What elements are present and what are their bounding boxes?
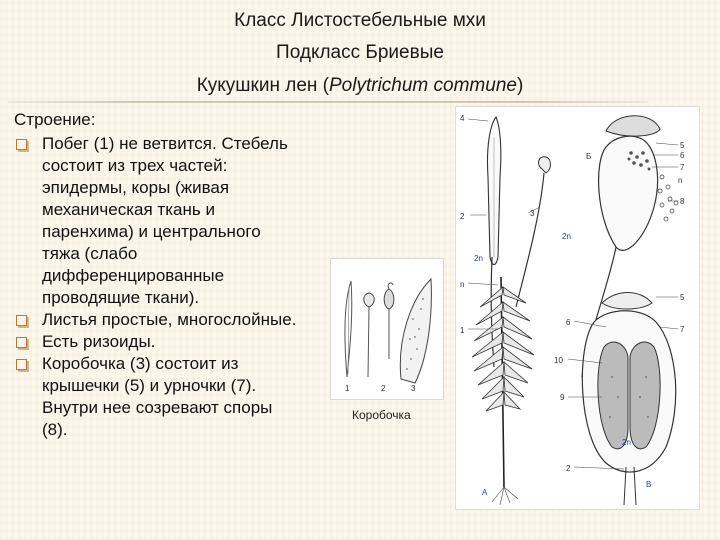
list-item-line: тяжа (слабо: [42, 244, 138, 263]
slide-title-subclass: Подкласс Бриевые: [276, 42, 444, 63]
structure-list: [16, 133, 376, 441]
slide-title-class: Класс Листостебельные мхи: [234, 10, 486, 31]
list-item-line: (8).: [42, 420, 68, 439]
list-item: [16, 133, 376, 309]
figure-label: n: [460, 280, 465, 289]
checkbox-bullet-icon: [16, 139, 27, 150]
list-item-line: крышечки (5) и урночки (7).: [42, 376, 257, 395]
list-item-line: проводящие ткани).: [42, 288, 200, 307]
capsule-sketch-figure: [330, 258, 444, 400]
figure-label: 2n: [562, 232, 571, 241]
list-item: [16, 309, 376, 331]
figure-label: 8: [680, 197, 685, 206]
figure-label: 5: [680, 141, 685, 150]
species-name-latin: Polytrichum commune: [329, 75, 517, 96]
list-item-line: Есть ризоиды.: [42, 332, 156, 351]
figure-label: 1: [460, 326, 465, 335]
figure-label: 10: [554, 356, 563, 365]
list-item-line: Побег (1) не ветвится. Стебель: [42, 134, 288, 153]
checkbox-bullet-icon: [16, 315, 27, 326]
figure-label: 5: [680, 293, 685, 302]
list-item-line: Внутри нее созревают споры: [42, 398, 273, 417]
list-item-line: состоит из трех частей:: [42, 156, 228, 175]
figure-label: 2: [566, 464, 571, 473]
figure-label: 6: [680, 151, 685, 160]
moss-anatomy-figure: [455, 106, 700, 510]
figure-label: 7: [680, 325, 685, 334]
species-name-ru: Кукушкин лен (: [196, 75, 329, 96]
capsule-sketch-label: 3: [411, 384, 416, 393]
capsule-sketch-drawing: [331, 259, 443, 399]
slide-title-species: [0, 75, 720, 97]
list-item: [16, 331, 376, 353]
species-name-close: ): [516, 75, 524, 96]
checkbox-bullet-icon: [16, 359, 27, 370]
list-item-line: дифференцированные: [42, 266, 225, 285]
capsule-sketch-label: 1: [345, 384, 350, 393]
capsule-caption: Коробочка: [352, 408, 411, 422]
figure-label: 2n: [474, 254, 483, 263]
figure-label: 2n: [622, 438, 631, 447]
title-divider: [8, 101, 648, 103]
figure-label: 7: [680, 163, 685, 172]
figure-label: 3: [530, 209, 535, 218]
structure-heading: Строение:: [14, 110, 96, 129]
figure-label: 2: [460, 212, 465, 221]
figure-label: А: [482, 488, 488, 497]
checkbox-bullet-icon: [16, 337, 27, 348]
capsule-sketch-label: 2: [381, 384, 386, 393]
list-item-line: паренхима) и центрального: [42, 222, 261, 241]
figure-label: 4: [460, 114, 465, 123]
moss-anatomy-drawing: [456, 107, 699, 509]
list-item-line: эпидермы, коры (живая: [42, 178, 230, 197]
list-item-line: Коробочка (3) состоит из: [42, 354, 239, 373]
figure-label: 9: [560, 393, 565, 402]
list-item: [16, 353, 376, 441]
figure-label: n: [678, 176, 683, 185]
figure-label: В: [646, 480, 652, 489]
figure-label: 6: [566, 318, 571, 327]
list-item-line: Листья простые, многослойные.: [42, 310, 297, 329]
figure-label: Б: [586, 152, 592, 161]
list-item-line: механическая ткань и: [42, 200, 215, 219]
